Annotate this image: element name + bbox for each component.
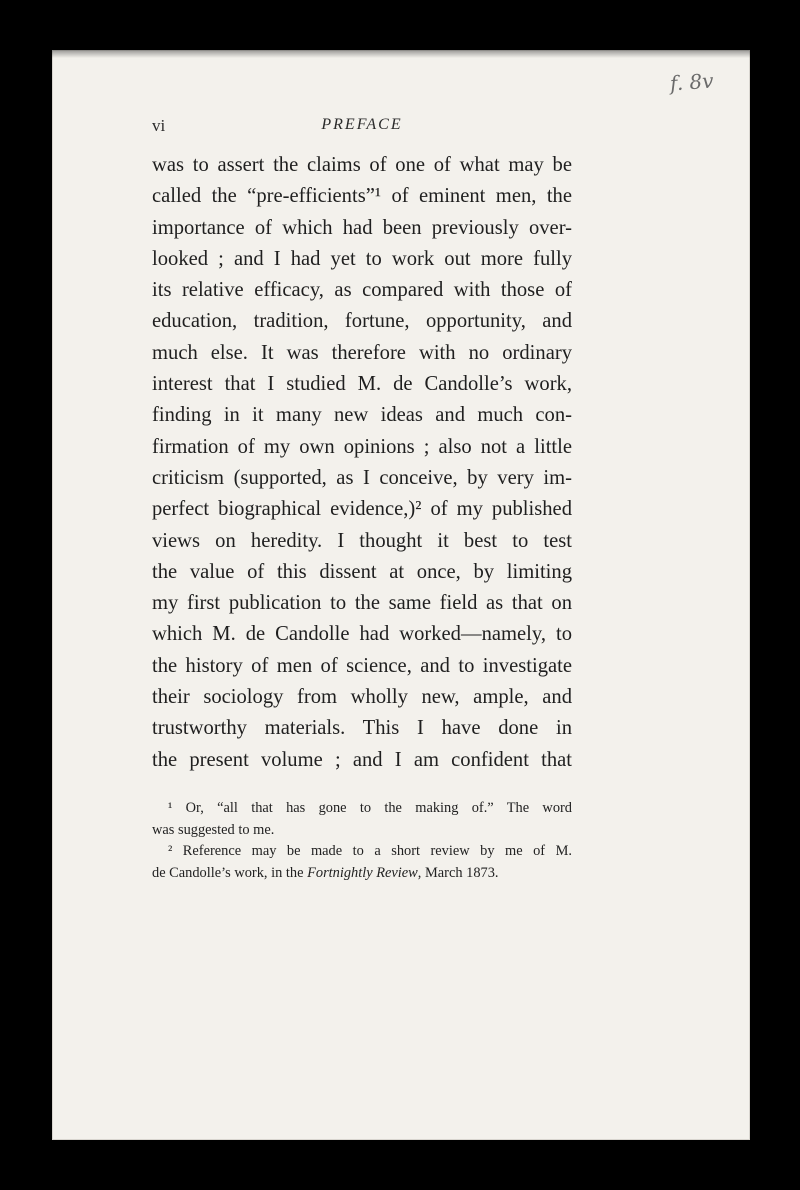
folio-handwritten-note: f. 8v (669, 68, 715, 96)
footnotes (152, 798, 572, 884)
running-head (152, 116, 572, 138)
body-line: trustworthy materials. This I have done in (152, 717, 572, 740)
body-line: was to assert the claims of one of what may be (152, 154, 572, 176)
body-line: much else. It was therefore with no ordinary (152, 341, 572, 364)
body-line: the present volume ; and I am confident that (152, 748, 572, 771)
footnote-2-date: , March 1873. (417, 864, 499, 881)
body-line: looked ; and I had yet to work out more fully (152, 247, 572, 270)
footnote-2-text: de Candolle’s work, in the (152, 864, 308, 881)
body-line: which M. de Candolle had worked—namely, to (152, 623, 572, 646)
body-line: interest that I studied M. de Candolle’s work, (152, 373, 572, 396)
footnote-2-line (152, 863, 572, 885)
body-line: called the “pre-efficients”¹ of eminent men, the (152, 185, 572, 208)
body-line: my first publication to the same field as that on (152, 592, 572, 615)
page-number: vi (152, 116, 166, 135)
footnote-2-line: ² Reference may be made to a short review by me of M. (168, 843, 572, 859)
footnote-1-line: ¹ Or, “all that has gone to the making of.” The word (168, 800, 572, 816)
body-text (152, 150, 572, 776)
journal-title: Fortnightly Review (307, 864, 418, 881)
body-line: its relative efficacy, as compared with those of (152, 279, 572, 302)
body-line: criticism (supported, as I conceive, by very im- (152, 466, 572, 489)
page-top-edge-shadow (52, 50, 750, 58)
footnote-1-line: was suggested to me. (152, 821, 275, 838)
body-line: the history of men of science, and to investigate (152, 654, 572, 677)
body-line: finding in it many new ideas and much con- (152, 404, 572, 427)
body-line: views on heredity. I thought it best to test (152, 529, 572, 552)
body-line: education, tradition, fortune, opportunity, and (152, 310, 572, 333)
body-line: importance of which had been previously over- (152, 216, 572, 239)
body-line: the value of this dissent at once, by limiting (152, 560, 572, 583)
body-line: firmation of my own opinions ; also not a little (152, 435, 572, 458)
body-line: their sociology from wholly new, ample, and (152, 686, 572, 709)
body-line: perfect biographical evidence,)² of my published (152, 498, 572, 521)
running-title: PREFACE (321, 116, 403, 133)
